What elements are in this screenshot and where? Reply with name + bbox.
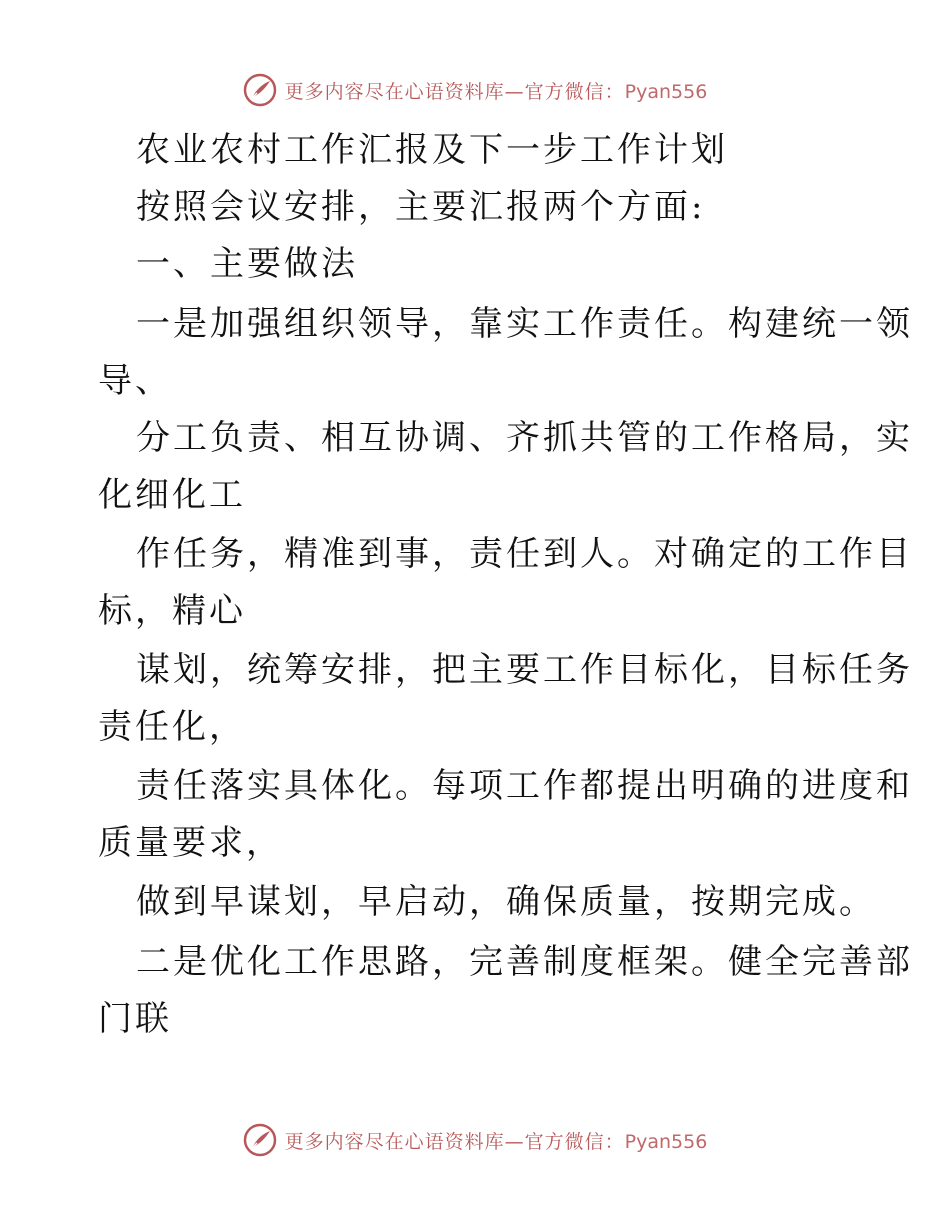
watermark-text-cn: 更多内容尽在心语资料库—官方微信： (284, 1130, 625, 1153)
section-heading: 一、主要做法 (136, 244, 358, 284)
paragraph-line: 标，精心 (98, 591, 246, 631)
paragraph-line: 导、 (98, 361, 172, 401)
header-watermark (0, 70, 950, 110)
paragraph-line: 谋划，统筹安排，把主要工作目标化，目标任务 (136, 650, 913, 690)
paragraph-line: 质量要求， (98, 823, 283, 863)
quill-pen-logo-icon (243, 73, 277, 107)
paragraph-line: 化细化工 (98, 475, 246, 515)
document-title: 农业农村工作汇报及下一步工作计划 (136, 130, 728, 170)
paragraph-line: 门联 (98, 999, 172, 1039)
paragraph-line: 做到早谋划，早启动，确保质量，按期完成。 (136, 882, 876, 922)
watermark-text-cn: 更多内容尽在心语资料库—官方微信： (284, 80, 625, 103)
watermark-wechat-id: Pyan556 (624, 1130, 708, 1153)
paragraph-line: 责任化， (98, 707, 246, 747)
watermark-wechat-id: Pyan556 (624, 80, 708, 103)
paragraph-line: 一是加强组织领导，靠实工作责任。构建统一领 (136, 304, 913, 344)
paragraph-line: 分工负责、相互协调、齐抓共管的工作格局，实 (136, 418, 913, 458)
quill-pen-logo-icon (243, 1123, 277, 1157)
watermark-text (285, 77, 708, 104)
paragraph-line: 按照会议安排，主要汇报两个方面: (136, 187, 706, 227)
footer-watermark (0, 1120, 950, 1160)
paragraph-line: 二是优化工作思路，完善制度框架。健全完善部 (136, 942, 913, 982)
paragraph-line: 责任落实具体化。每项工作都提出明确的进度和 (136, 766, 913, 806)
paragraph-line: 作任务，精准到事，责任到人。对确定的工作目 (136, 534, 913, 574)
watermark-text (285, 1127, 708, 1154)
